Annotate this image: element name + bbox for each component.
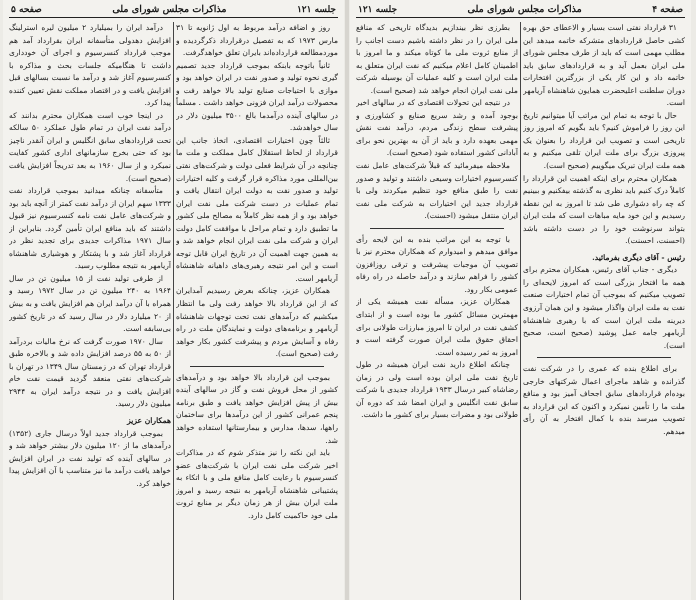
paragraph: متأسفانه چنانکه میدانید بموجب قرارداد نفت ۱۳۳۳ سهم ایران از درآمد نفت کمتر از آنچه باید بود و شرکت‌های عامل نفت نامه کنسرسیوم نیز قبول داشتند که باید منافع ایران تأمین گردد. بنابراین از سال ۱۹۷۱ مذاکرات جدیدی برای تجدید نظر در قرارداد آغاز شد و با پشتکار و هوشیاری شاهنشاه آریامهر به نتیجه مطلوب رسید. — [9, 186, 171, 271]
paragraph: دیگری - جناب آقای رئیس، همکاران محترم برای همه ما افتخار بزرگی است که امروز لایحه‌ای را تصویب میکنیم که بموجب آن تمام اختیارات صنعت نفت به ملت ایران واگذار میشود و این همان آرزوی دیرینه ملت ایران است که با رهبری شاهنشاه آریامهر جامه عمل پوشید (صحیح است، صحیح است). — [523, 265, 685, 350]
left-page-header — [9, 2, 338, 18]
section-rule — [370, 228, 504, 229]
paragraph: ملاحظه میفرمائید که قبلاً شرکت‌های عامل نفت کنسرسیوم اختیارات وسیعی داشتند و تولید و صدور نفت را طبق منافع خود تنظیم میکردند ولی با قرارداد جدید این اختیارات به شرکت ملی نفت ایران منتقل میشود (احسنت). — [356, 161, 518, 221]
header-title: مذاکرات مجلس شورای ملی — [112, 4, 227, 15]
column-divider — [520, 22, 521, 600]
column-divider — [173, 22, 174, 600]
paragraph: از طرفی تولید نفت از ۱۵ میلیون تن در سال ۱۹۶۴ به ۲۴۰ میلیون تن در سال ۱۹۷۲ رسید و همراه با آن درآمد ایران هم افزایش یافت و به بیش از ۲۰ میلیارد دلار در سال رسید که در تاریخ کشور بی‌سابقه است. — [9, 273, 171, 334]
paragraph: بموجب این قرارداد بالا خواهد بود و درآمدهای کشور از محل فروش نفت و گاز در سالهای آینده بیش از پیش افزایش خواهد یافت و طبق برنامه پنجم عمرانی کشور از این درآمدها برای ساختمان راهها، سدها، مدارس و بیمارستانها استفاده خواهد شد. — [176, 372, 338, 445]
paragraph: همکاران عزیز، مسأله نفت همیشه یکی از مهمترین مسائل کشور ما بوده است و از ابتدای کشف نفت در ایران تا امروز مبارزات طولانی برای احقاق حقوق ملت ایران صورت گرفته است و امروز به ثمر رسیده است. — [356, 297, 518, 357]
page-number: صفحه ۴ — [652, 4, 683, 15]
section-rule — [190, 366, 324, 367]
session-label: جلسه ۱۲۱ — [358, 4, 398, 15]
section-rule — [537, 357, 671, 358]
paragraph: سال ۱۹۷۰ صورت گرفت که نرخ مالیات بردرآمد از ۵۰ به ۵۵ درصد افزایش داده شد و بالاخره طبق قرارداد تهران که در زمستان سال ۱۳۴۹ در تهران با شرکت‌های نفتی منعقد گردید قیمت نفت خام افزایش یافت و در نتیجه درآمد ایران به ۲۹۴۴ میلیون دلار رسید. — [9, 336, 171, 409]
paragraph: همکاران عزیز، چنانکه بعرض رسیدیم آمدایران که از این قرارداد بالا خواهد رفت ولی ما انتظار میکشیم که درآمدهای نفت تحت توجهات شاهنشاه آریامهر و برنامه‌های دولت و نمایندگان ملت در راه رفاه و آسایش مردم و پیشرفت کشور بکار خواهد رفت (صحیح است). — [176, 286, 338, 359]
header-title: مذاکرات مجلس شورای ملی — [467, 4, 582, 15]
left-page-columns — [9, 22, 338, 600]
paragraph: باید این نکته را نیز متذکر شوم که در مذاکرات اخیر شرکت ملی نفت ایران با شرکت‌های عضو کنسرسیوم با رعایت کامل منافع ملی و با اتکاء به پشتیبانی شاهنشاه آریامهر به نتیجه رسید و امروز ملت ایران بیش از هر زمان دیگر بر منابع ثروت ملی خود حاکمیت کامل دارد. — [176, 448, 338, 520]
left-page — [3, 0, 344, 600]
paragraph: برای اطلاع بنده که عمری را در شرکت نفت گذرانده و شاهد ماجرای اعمال شرکتهای خارجی بوده‌ام قراردادهای سابق اجحاف آمیز بود و منافع ملت ما را تأمین نمیکرد و اکنون که این قرارداد به تصویب میرسد بنده با کمال افتخار به آن رأی میدهم. — [523, 364, 685, 436]
speaker-heading: همکاران عزیز — [127, 415, 171, 425]
paragraph: ۳۱ قرارداد نفتی است بسیار و الاعطای حق بهره کشی حاصل قراردادهای متشرکه خاتمه میدهد این مطلب مهمی است که باید از طرف مجلس شورای ملی ایران بعمل آید و به قراردادهای سابق باید خاتمه داد و این کار یکی از بزرگترین افتخارات دوران سلطنت اعلیحضرت همایون شاهنشاه آریامهر است. — [523, 23, 685, 108]
paragraph: در اینجا خوب است همکاران محترم بدانند که درآمد نفت ایران در تمام طول عملکرد ۵۰ سالکه تحت قراردادهای سابق انگلیس و ایران آنقدر ناچیز بود که حتی بخرج سازمانهای اداری کشور کفایت نمیکرد و از سال ۱۹۶۰ به بعد تدریجاً افزایش یافت (صحیح است). — [9, 110, 171, 183]
paragraph: درآمد ایران را بمیلیارد ۲ میلیون لیره استرلینگ افزایش دهدولی متأسفانه ایران بقرارداد آمد هم موجب قرارداد کنسرسیوم و اجرای آن خودداری داشت تا هنگامیکه جلسات بحث و مذاکره با کنسرسیوم آغاز شد و درآمد ما نسبت بسالهای قبل افزایش یافت و در اقتصاد مملکت نقش تعیین کننده پیدا کرد. — [9, 23, 171, 108]
paragraph: روز و اضافه درآمد مربوط به اول ژانویه تا ۳۱ مارس ۱۹۷۳ که به تفصیل درقرارداد ذکرگردیده و موردمطالعه قرارداده‌اند بایران تعلق خواهدگرفت. — [176, 23, 338, 58]
speaker-heading: رئیس - آقای دیگری بفرمائید. — [592, 252, 685, 262]
right-page-columns — [356, 22, 685, 600]
paragraph: بطرزی نظر بیندازیم بدیدگاه تاریخی که منافع ملی ایران را در نظر داشته باشیم دست اجانب را از منابع ثروت ملی ما کوتاه میکند و ما امروز با اطمینان کامل اعلام میکنیم که نفت ایران متعلق به ملت ایران است و کلیه عملیات آن بوسیله شرکت ملی نفت ایران انجام خواهد شد (صحیح است). — [356, 23, 518, 95]
right-page-header — [356, 2, 685, 18]
book-gutter — [345, 0, 349, 600]
text-column — [176, 22, 338, 600]
paragraph: در نتیجه این تحولات اقتصادی که در سالهای اخیر بوجود آمده و رشد سریع صنایع و کشاورزی و پیشرفت سطح زندگی مردم، درآمد نفت نقش مهمی بعهده دارد و باید از آن به بهترین نحو برای آبادانی کشور استفاده شود (صحیح است). — [356, 98, 518, 158]
paragraph: حال با توجه به تمام این مراتب آیا میتوانیم تاریخ این روز را فراموش کنیم؟ باید بگویم که امروز روز تاریخی است و تصویب این قرارداد را بعنوان یک پیروزی بزرگ برای ملت ایران تلقی میکنیم و به همه ملت ایران تبریک میگوییم (صحیح است). — [523, 110, 685, 171]
text-column — [523, 22, 685, 600]
page-number: صفحه ۵ — [11, 4, 42, 15]
session-label: جلسه ۱۲۱ — [296, 4, 336, 15]
paragraph: همکاران محترم برای اینکه اهمیت این قرارداد را کاملاً درک کنیم باید نظری به گذشته بیفکنیم و ببینیم که چه راه دشواری طی شد تا امروز به این نقطه رسیدیم و این خود مایه مباهات است که ملت ایران بتواند سرنوشت خود را در دست داشته باشد (احسنت، احسنت). — [523, 173, 685, 246]
text-column — [9, 22, 171, 600]
text-column — [356, 22, 518, 600]
right-page — [350, 0, 691, 600]
paragraph: ثالثاً چون اختیارات اقتصادی، اتخاذ جانب این قرارداد از لحاظ استقلال کامل مملکت و ملت ما چنانچه در آن شرایط فعلی دولت و شرکت‌های نفتی بین‌المللی مورد مذاکره قرار گرفت و کلیه اختیارات تولید و صدور نفت به دولت ایران انتقال یافت و تمام عملیات در دست شرکت ملی نفت ایران خواهد بود و از همه نظر کاملاً به مصالح ملی کشور ما تطبیق دارد و تمام مراحل با موافقت کامل دولت ایران و شرکت ملی نفت ایران انجام خواهد شد و به همین جهت اهمیت آن در تاریخ ایران قابل توجه است و این امر نتیجه رهبری‌های داهیانه شاهنشاه آریامهر است. — [176, 135, 338, 283]
paragraph: چنانکه اطلاع دارید نفت ایران همیشه در طول تاریخ نفت ملی ایران بوده است ولی در زمان رضاشاه کبیر درسال ۱۹۳۳ قرارداد جدیدی با شرکت سابق نفت انگلیس و ایران امضا شد که دوره آن طولانی بود و مضرات بسیار برای کشور ما داشت. — [356, 360, 518, 420]
paragraph: ثانیاً باتوجه بابنکه بموجب قرارداد جدید تصمیم گیری نحوه تولید و صدور نفت در ایران خواهد بود و موازی با احتیاجات صنایع تولید بالا خواهد رفت و محصولات درآمد ایران فزونی خواهد داشت . مسلماً در سالهای آینده درآمدما بالغ ۳۵۰۰ میلیون دلار در سال خواهدشد. — [176, 60, 338, 133]
paragraph: بموجب قرارداد جدید اولاً درسال جاری (۱۳۵۲) درآمدهای ما از ۱۲۰ میلیون دلار بیشتر خواهد شد و در سالهای آینده که تولید نفت در ایران افزایش خواهد یافت درآمد ما نیز متناسب با آن افزایش پیدا خواهد کرد. — [9, 428, 171, 488]
paragraph: با توجه به این مراتب بنده به این لایحه رأی موافق میدهم و امیدوارم که همکاران محترم نیز با تصویب آن موجبات پیشرفت و ترقی روزافزون کشور را فراهم سازند و درآمد حاصله در راه رفاه عمومی بکار رود. — [356, 234, 518, 294]
